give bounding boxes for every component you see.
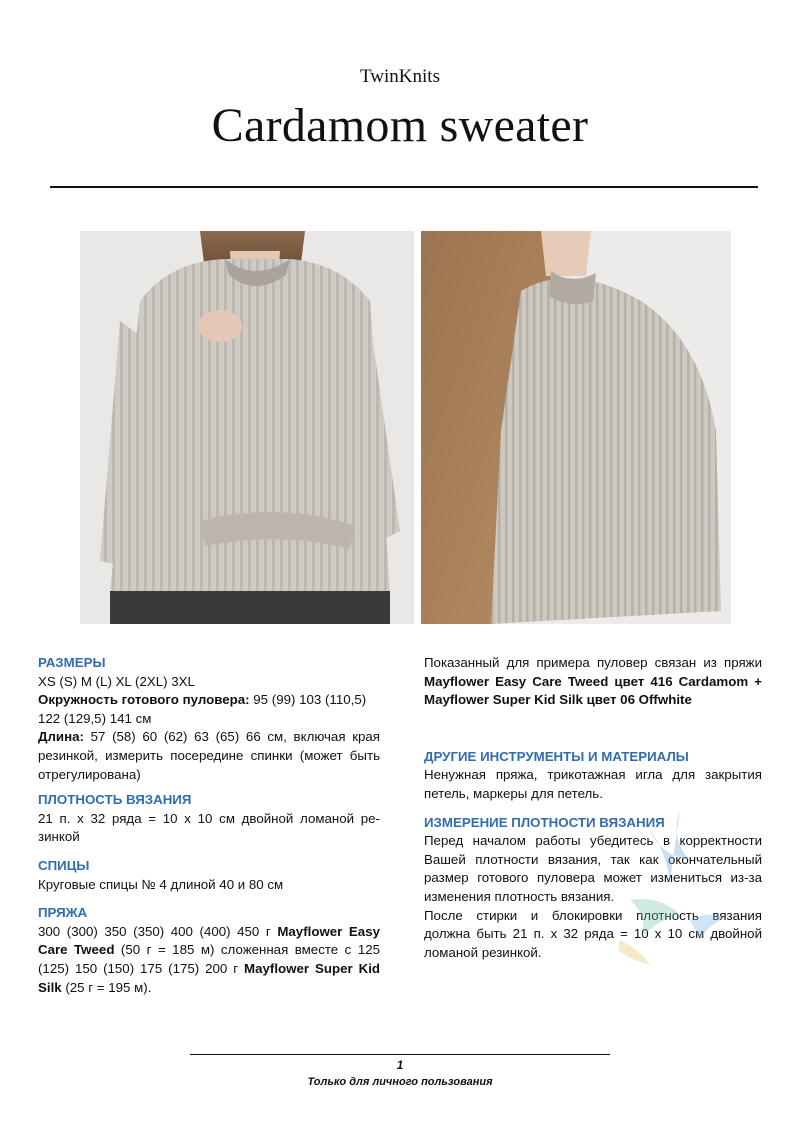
yarn-amount-1: 300 (300) 350 (350) 400 (400) 450 г	[38, 923, 278, 939]
tools-heading: ДРУГИЕ ИНСТРУМЕНТЫ И МАТЕРИАЛЫ	[424, 748, 689, 764]
yarn-amount-2: 125 (125) 150 (150) 175 (175) 200 г	[38, 942, 380, 976]
footer-divider	[190, 1054, 610, 1055]
gauge-text: 21 п. х 32 ряда = 10 х 10 см двойной ломаной ре-зинкой	[38, 810, 380, 845]
footer-note: Только для личного пользования	[307, 1076, 493, 1088]
chest-measurement	[38, 691, 380, 728]
sweater-side-photo	[421, 231, 731, 624]
gauge-measure-text-1: Перед началом работы убедитесь в корректности Вашей плотности вязания, так как окончательный размер готового пуловера может измениться из-за изменения плотность вязания.	[424, 833, 762, 904]
sample-text: Показанный для примера пуловер связан из пряжи	[424, 655, 762, 670]
yarn-detail-2: (25 г = 195 м).	[61, 979, 152, 995]
length-value: 57 (58) 60 (62) 63 (65) 66 см, включая края резинкой, измерить посередине спинки (может быть отрегулирована)	[38, 729, 380, 782]
brand-name: TwinKnits	[360, 66, 440, 87]
gauge-heading: ПЛОТНОСТЬ ВЯЗАНИЯ	[38, 792, 192, 808]
sample-color-2: цвет 06 Offwhite	[582, 692, 692, 708]
chest-value: 95 (99) 103 (110,5)	[249, 692, 367, 708]
length-label: Длина:	[38, 729, 84, 745]
gauge-measure-text-2: После стирки и блокировки плотность вязания должна быть 21 п. х 32 ряда = 10 х 10 см двойной ломаной резинкой.	[424, 907, 762, 960]
yarn-name-2: Mayflower Super Kid Silk	[38, 960, 381, 995]
yarn-detail-1: (50 г = 185 м) сложенная вместе с	[114, 942, 352, 958]
sizes-heading: РАЗМЕРЫ	[38, 655, 106, 670]
yarn-heading: ПРЯЖА	[38, 905, 88, 921]
length-measurement	[38, 728, 380, 784]
yarn-name-1: Mayflower Easy Care Tweed	[38, 923, 380, 958]
title-divider	[50, 186, 758, 188]
needles-text: Круговые спицы № 4 длиной 40 и 80 см	[38, 876, 284, 892]
left-column	[38, 654, 380, 997]
sizes-list: XS (S) M (L) XL (2XL) 3XL	[38, 673, 195, 689]
sample-color-1: цвет 416 Cardamom +	[608, 673, 762, 689]
page-number: 1	[396, 1058, 404, 1072]
tools-text: Ненужная пряжа, трикотажная игла для закрытия петель, маркеры для петель.	[424, 767, 762, 801]
gauge-measure-heading: ИЗМЕРЕНИЕ ПЛОТНОСТИ ВЯЗАНИЯ	[424, 814, 665, 830]
chest-value-cont: 122 (129,5) 141 см	[38, 710, 152, 726]
chest-label: Окружность готового пуловера:	[38, 692, 250, 708]
sample-yarn-1: Mayflower Easy Care Tweed	[424, 673, 609, 689]
needles-heading: СПИЦЫ	[38, 857, 90, 873]
bird-watermark	[610, 800, 730, 970]
page-title: Cardamom sweater	[211, 99, 589, 152]
sweater-front-photo	[80, 231, 414, 624]
yarn-text	[38, 923, 380, 997]
sample-yarn-2: Mayflower Super Kid Silk	[424, 692, 583, 708]
sample-note	[424, 654, 762, 710]
